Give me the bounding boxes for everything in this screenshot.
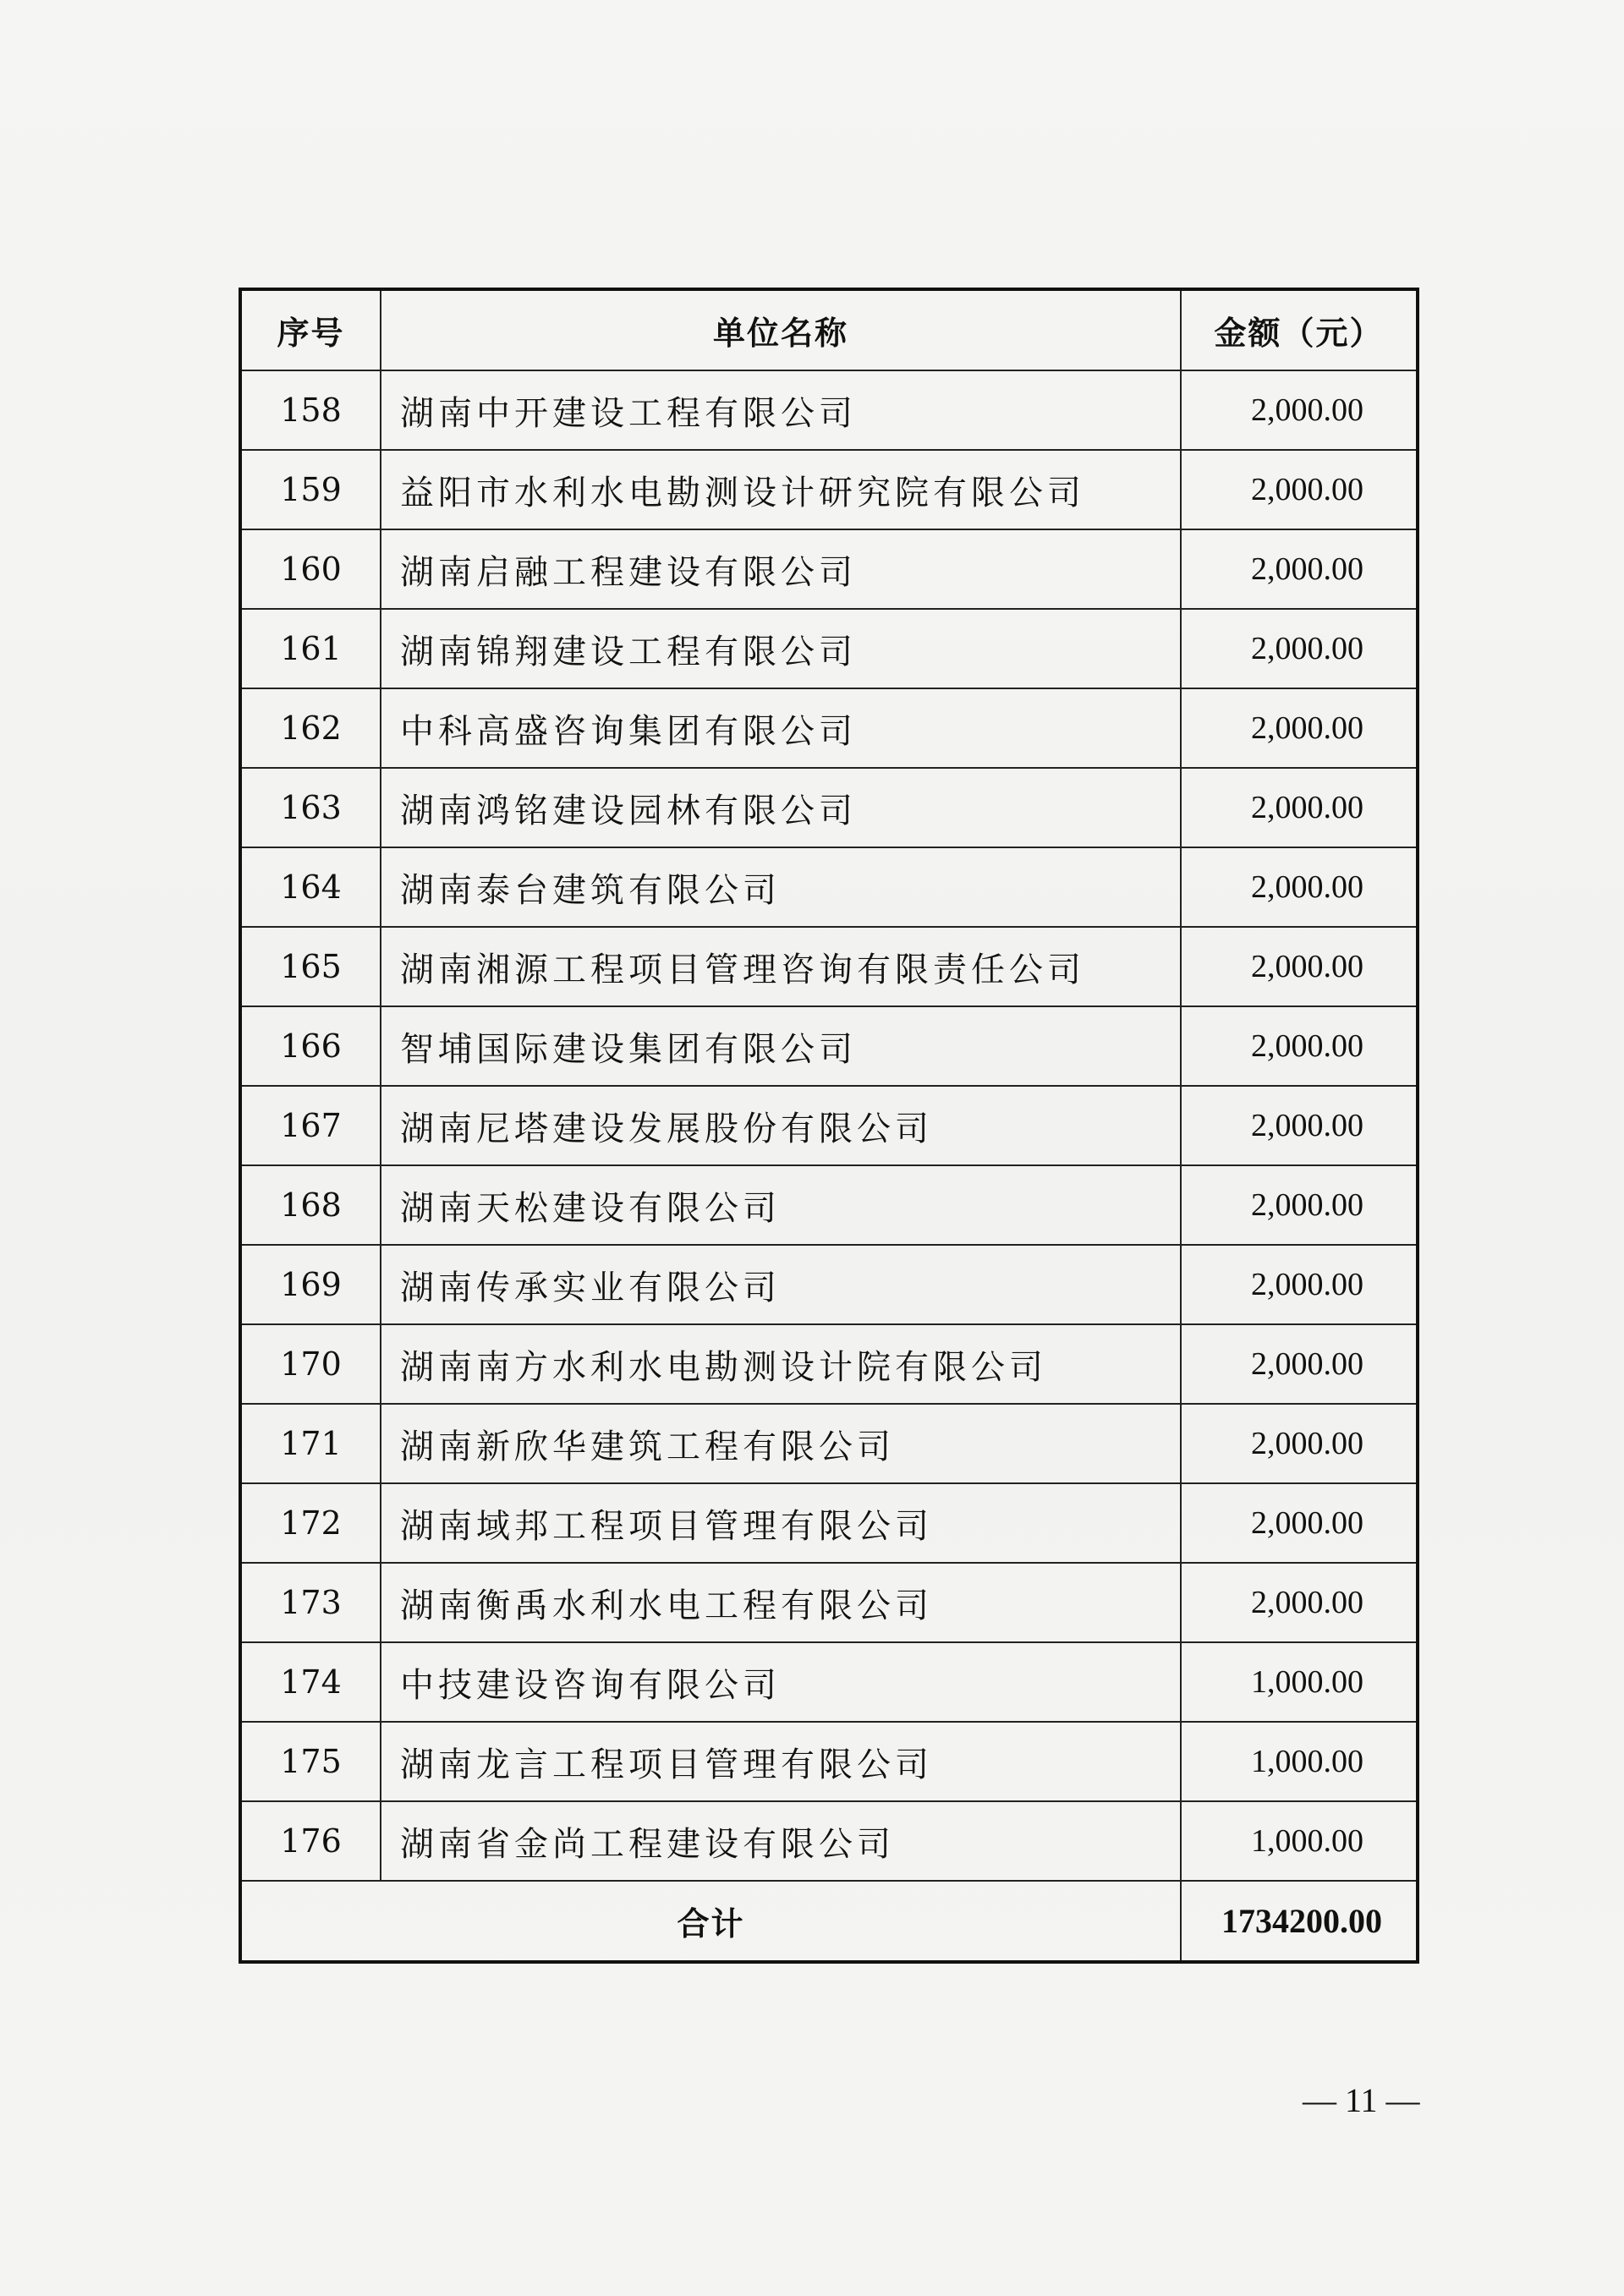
row-amount: 1,000.00 (1181, 1801, 1416, 1881)
row-index: 175 (242, 1722, 381, 1801)
row-index: 167 (242, 1086, 381, 1165)
row-company-name: 中科高盛咨询集团有限公司 (381, 688, 1181, 768)
row-company-name: 湖南省金尚工程建设有限公司 (381, 1801, 1181, 1881)
row-company-name: 智埔国际建设集团有限公司 (381, 1006, 1181, 1086)
row-amount: 2,000.00 (1181, 847, 1416, 927)
row-company-name: 益阳市水利水电勘测设计研究院有限公司 (381, 450, 1181, 529)
row-company-name: 湖南天松建设有限公司 (381, 1165, 1181, 1245)
table-row (242, 370, 1416, 450)
row-amount: 2,000.00 (1181, 1245, 1416, 1324)
donation-table-frame (239, 288, 1419, 1964)
table-row (242, 1722, 1416, 1801)
table-row (242, 1483, 1416, 1563)
row-company-name: 湖南锦翔建设工程有限公司 (381, 609, 1181, 688)
row-amount: 2,000.00 (1181, 1483, 1416, 1563)
row-company-name: 湖南龙言工程项目管理有限公司 (381, 1722, 1181, 1801)
row-company-name: 中技建设咨询有限公司 (381, 1642, 1181, 1722)
row-company-name: 湖南湘源工程项目管理咨询有限责任公司 (381, 927, 1181, 1006)
row-index: 162 (242, 688, 381, 768)
table-row (242, 1324, 1416, 1404)
header-amount: 金额（元） (1181, 291, 1416, 370)
row-amount: 2,000.00 (1181, 1404, 1416, 1483)
row-company-name: 湖南新欣华建筑工程有限公司 (381, 1404, 1181, 1483)
row-index: 173 (242, 1563, 381, 1642)
row-amount: 2,000.00 (1181, 1086, 1416, 1165)
table-row (242, 1086, 1416, 1165)
row-amount: 2,000.00 (1181, 450, 1416, 529)
header-index: 序号 (242, 291, 381, 370)
row-amount: 2,000.00 (1181, 370, 1416, 450)
table-row (242, 450, 1416, 529)
row-index: 165 (242, 927, 381, 1006)
table-row (242, 1563, 1416, 1642)
table-row (242, 1165, 1416, 1245)
row-amount: 2,000.00 (1181, 529, 1416, 609)
row-amount: 2,000.00 (1181, 609, 1416, 688)
row-company-name: 湖南尼塔建设发展股份有限公司 (381, 1086, 1181, 1165)
row-company-name: 湖南南方水利水电勘测设计院有限公司 (381, 1324, 1181, 1404)
row-index: 164 (242, 847, 381, 927)
row-amount: 2,000.00 (1181, 927, 1416, 1006)
table-header-row (242, 291, 1416, 370)
row-index: 176 (242, 1801, 381, 1881)
donation-table (242, 291, 1416, 1960)
row-index: 171 (242, 1404, 381, 1483)
row-company-name: 湖南域邦工程项目管理有限公司 (381, 1483, 1181, 1563)
row-index: 160 (242, 529, 381, 609)
row-index: 158 (242, 370, 381, 450)
row-amount: 2,000.00 (1181, 1324, 1416, 1404)
header-name: 单位名称 (381, 291, 1181, 370)
row-company-name: 湖南泰台建筑有限公司 (381, 847, 1181, 927)
row-index: 174 (242, 1642, 381, 1722)
total-amount: 1734200.00 (1181, 1881, 1416, 1960)
row-company-name: 湖南传承实业有限公司 (381, 1245, 1181, 1324)
table-row (242, 768, 1416, 847)
row-amount: 2,000.00 (1181, 768, 1416, 847)
row-amount: 1,000.00 (1181, 1642, 1416, 1722)
row-index: 159 (242, 450, 381, 529)
table-row (242, 1801, 1416, 1881)
table-row (242, 1245, 1416, 1324)
row-index: 166 (242, 1006, 381, 1086)
table-row (242, 927, 1416, 1006)
row-company-name: 湖南中开建设工程有限公司 (381, 370, 1181, 450)
row-company-name: 湖南启融工程建设有限公司 (381, 529, 1181, 609)
row-index: 168 (242, 1165, 381, 1245)
page-number: — 11 — (1303, 2081, 1420, 2119)
row-amount: 2,000.00 (1181, 1165, 1416, 1245)
row-company-name: 湖南衡禹水利水电工程有限公司 (381, 1563, 1181, 1642)
total-label: 合计 (242, 1881, 1181, 1960)
row-index: 161 (242, 609, 381, 688)
table-row (242, 1404, 1416, 1483)
row-index: 170 (242, 1324, 381, 1404)
table-row (242, 609, 1416, 688)
table-row (242, 688, 1416, 768)
row-index: 163 (242, 768, 381, 847)
row-amount: 2,000.00 (1181, 1563, 1416, 1642)
table-row (242, 1006, 1416, 1086)
row-index: 169 (242, 1245, 381, 1324)
row-amount: 2,000.00 (1181, 688, 1416, 768)
row-index: 172 (242, 1483, 381, 1563)
table-row (242, 1642, 1416, 1722)
table-body (242, 370, 1416, 1960)
row-amount: 1,000.00 (1181, 1722, 1416, 1801)
table-row (242, 847, 1416, 927)
row-amount: 2,000.00 (1181, 1006, 1416, 1086)
table-row (242, 529, 1416, 609)
total-row (242, 1881, 1416, 1960)
row-company-name: 湖南鸿铭建设园林有限公司 (381, 768, 1181, 847)
